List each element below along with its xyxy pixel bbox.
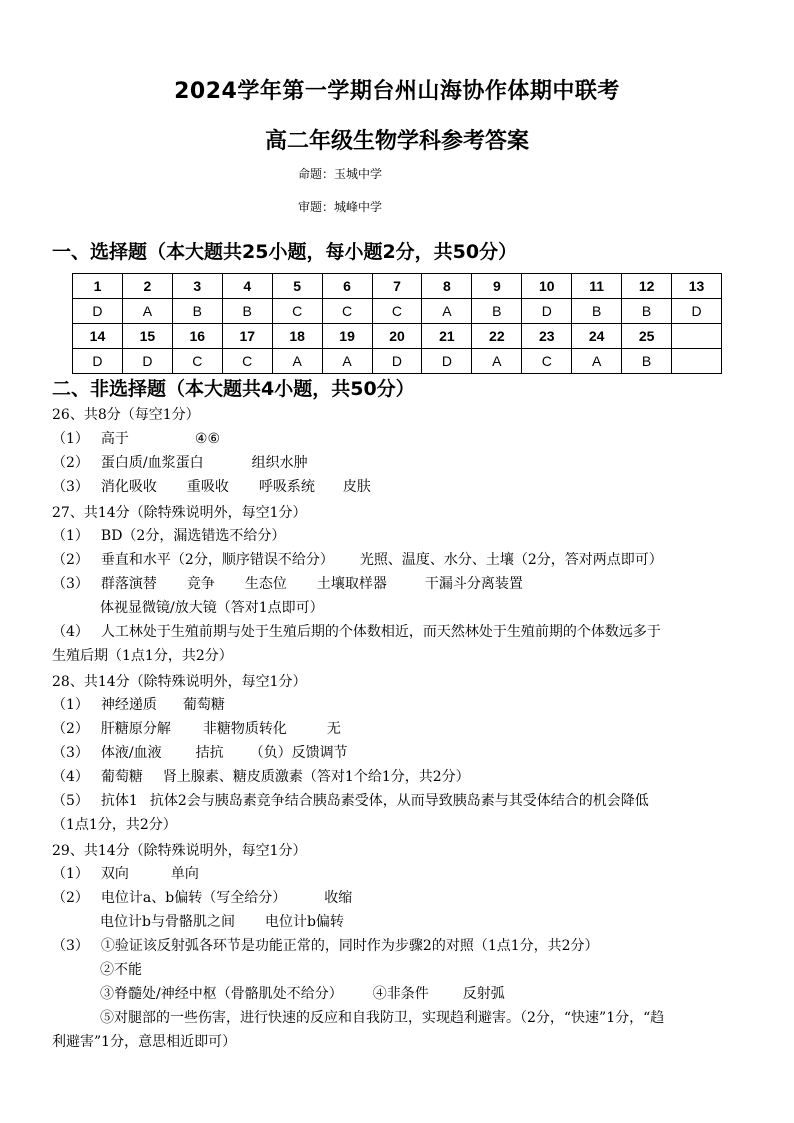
answer-cell xyxy=(672,349,722,374)
question-number: 17 xyxy=(222,324,272,349)
answer-cell: A xyxy=(422,299,472,324)
question-number: 5 xyxy=(272,274,322,299)
answer-text: 竞争 xyxy=(186,576,215,592)
q26-heading: 26、共8分（每空1分） xyxy=(52,407,200,423)
q27-answer-line xyxy=(52,549,663,569)
answer-number-row xyxy=(73,324,722,349)
q27-answer-line xyxy=(52,525,285,545)
question-number: 1 xyxy=(73,274,123,299)
answer-cell: B xyxy=(622,349,672,374)
sub-index: （2） xyxy=(52,455,89,471)
answer-table xyxy=(72,273,722,374)
question-number: 9 xyxy=(472,274,522,299)
answer-text: ④⑥ xyxy=(194,431,221,447)
answer-cell: A xyxy=(472,349,522,374)
q27-answer-line xyxy=(52,621,661,641)
sub-index: （5） xyxy=(52,793,89,809)
q29-answer-line xyxy=(52,863,199,883)
answer-text: 高于 xyxy=(100,431,129,447)
answer-text: 消化吸收 xyxy=(100,479,157,495)
question-number: 18 xyxy=(272,324,322,349)
answer-text: BD（2分，漏选错选不给分） xyxy=(100,528,286,544)
question-number: 3 xyxy=(172,274,222,299)
answer-text: 群落演替 xyxy=(100,576,157,592)
q26-answer-line xyxy=(52,428,220,448)
answer-cell: A xyxy=(572,349,622,374)
answer-text: 人工林处于生殖前期与处于生殖后期的个体数相近，而天然林处于生殖前期的个体数远多于 xyxy=(100,624,661,640)
answer-cell: C xyxy=(272,299,322,324)
answer-cell: C xyxy=(172,349,222,374)
answer-text: （负）反馈调节 xyxy=(249,745,348,761)
question-number: 8 xyxy=(422,274,472,299)
q29-answer-line: ⑤对腿部的一些伤害，进行快速的反应和自我防卫，实现趋利避害。（2分，“快速”1分，“趋 xyxy=(100,1010,665,1026)
sub-index: （1） xyxy=(52,866,89,882)
answer-text: 呼吸系统 xyxy=(258,479,315,495)
answer-text: ①验证该反射弧各环节是功能正常的，同时作为步骤2的对照（1点1分，共2分） xyxy=(100,938,599,954)
answer-text: 葡萄糖 xyxy=(100,769,143,785)
q27-answer-line: 生殖后期（1点1分，共2分） xyxy=(52,648,233,664)
answer-cell: B xyxy=(172,299,222,324)
answer-cell: B xyxy=(472,299,522,324)
question-number: 15 xyxy=(122,324,172,349)
answer-cell: D xyxy=(522,299,572,324)
answer-text: ④非条件 xyxy=(372,986,429,1002)
answer-cell: C xyxy=(522,349,572,374)
q29-answer-line xyxy=(100,911,344,931)
question-number: 19 xyxy=(322,324,372,349)
answer-text: 反射弧 xyxy=(462,986,505,1002)
q29-answer-line xyxy=(52,935,599,955)
question-number: 20 xyxy=(372,324,422,349)
author-note: 命题：玉城中学 xyxy=(298,167,383,181)
sub-index: （1） xyxy=(52,431,89,447)
q26-answer-line xyxy=(52,476,371,496)
answer-text: 皮肤 xyxy=(342,479,371,495)
q29-answer-line xyxy=(52,887,352,907)
answer-text: 电位计b偏转 xyxy=(264,914,344,930)
answer-cell: A xyxy=(322,349,372,374)
answer-text: 肝糖原分解 xyxy=(100,721,171,737)
q29-answer-line: ②不能 xyxy=(100,962,142,978)
answer-text: 蛋白质/血浆蛋白 xyxy=(100,455,204,471)
q28-answer-line xyxy=(52,766,470,786)
answer-letter-row xyxy=(73,299,722,324)
q28-heading: 28、共14分（除特殊说明外，每空1分） xyxy=(52,674,307,690)
q28-answer-line xyxy=(52,718,341,738)
answer-cell: B xyxy=(572,299,622,324)
answer-text: 单向 xyxy=(170,866,199,882)
question-number: 4 xyxy=(222,274,272,299)
answer-cell: B xyxy=(222,299,272,324)
q27-answer-line: 体视显微镜/放大镜（答对1点即可） xyxy=(100,600,324,616)
sub-index: （4） xyxy=(52,624,89,640)
answer-cell: D xyxy=(122,349,172,374)
question-number: 22 xyxy=(472,324,522,349)
q27-answer-line xyxy=(52,573,523,593)
question-number: 16 xyxy=(172,324,222,349)
question-number: 21 xyxy=(422,324,472,349)
question-number xyxy=(672,324,722,349)
question-number: 10 xyxy=(522,274,572,299)
answer-text: 抗体1 xyxy=(100,793,138,809)
sub-index: （3） xyxy=(52,938,89,954)
answer-text: 光照、温度、水分、土壤（2分，答对两点即可） xyxy=(359,552,663,568)
answer-text: 生态位 xyxy=(244,576,287,592)
answer-text: 组织水肿 xyxy=(251,455,308,471)
question-number: 2 xyxy=(122,274,172,299)
q29-answer-line: 利避害”1分，意思相近即可） xyxy=(52,1034,237,1050)
answer-cell: C xyxy=(222,349,272,374)
sub-index: （1） xyxy=(52,528,89,544)
section-nonchoice-heading: 二、非选择题（本大题共4小题，共50分） xyxy=(52,378,415,400)
q28-answer-line: （1点1分，共2分） xyxy=(52,817,177,833)
answer-cell: D xyxy=(672,299,722,324)
answer-text: 干漏斗分离装置 xyxy=(424,576,523,592)
answer-cell: D xyxy=(422,349,472,374)
page-title: 2024学年第一学期台州山海协作体期中联考 xyxy=(174,79,620,104)
answer-cell: B xyxy=(622,299,672,324)
answer-number-row xyxy=(73,274,722,299)
question-number: 14 xyxy=(73,324,123,349)
question-number: 25 xyxy=(622,324,672,349)
answer-text: 收缩 xyxy=(324,890,353,906)
question-number: 11 xyxy=(572,274,622,299)
answer-cell: C xyxy=(322,299,372,324)
sub-index: （1） xyxy=(52,697,89,713)
sub-index: （3） xyxy=(52,479,89,495)
question-number: 13 xyxy=(672,274,722,299)
question-number: 6 xyxy=(322,274,372,299)
sub-index: （3） xyxy=(52,745,89,761)
question-number: 24 xyxy=(572,324,622,349)
q28-answer-line xyxy=(52,742,348,762)
sub-index: （3） xyxy=(52,576,89,592)
sub-index: （2） xyxy=(52,552,89,568)
answer-text: 电位计b与骨骼肌之间 xyxy=(100,914,235,930)
answer-cell: A xyxy=(272,349,322,374)
answer-cell: A xyxy=(122,299,172,324)
answer-text: 葡萄糖 xyxy=(182,697,225,713)
answer-text: 拮抗 xyxy=(195,745,224,761)
answer-text: 重吸收 xyxy=(186,479,229,495)
reviewer-note: 审题：城峰中学 xyxy=(298,200,383,214)
answer-text: 电位计a、b偏转（写全给分） xyxy=(100,890,287,906)
sub-index: （2） xyxy=(52,890,89,906)
q28-answer-line xyxy=(52,694,225,714)
q29-heading: 29、共14分（除特殊说明外，每空1分） xyxy=(52,843,307,859)
answer-text: 肾上腺素、糖皮质激素（答对1个给1分，共2分） xyxy=(162,769,470,785)
answer-text: 无 xyxy=(326,721,341,737)
answer-text: 双向 xyxy=(100,866,129,882)
page-subtitle: 高二年级生物学科参考答案 xyxy=(264,129,529,154)
answer-letter-row xyxy=(73,349,722,374)
answer-text: 神经递质 xyxy=(100,697,157,713)
answer-text: 体液/血液 xyxy=(100,745,162,761)
sub-index: （4） xyxy=(52,769,89,785)
answer-text: 土壤取样器 xyxy=(316,576,387,592)
answer-text: 非糖物质转化 xyxy=(202,721,287,737)
q29-answer-line xyxy=(100,983,505,1003)
answer-cell: D xyxy=(73,349,123,374)
q27-heading: 27、共14分（除特殊说明外，每空1分） xyxy=(52,505,307,521)
question-number: 12 xyxy=(622,274,672,299)
answer-cell: D xyxy=(372,349,422,374)
answer-text: 抗体2会与胰岛素竞争结合胰岛素受体，从而导致胰岛素与其受体结合的机会降低 xyxy=(149,793,649,809)
section-choice-heading: 一、选择题（本大题共25小题，每小题2分，共50分） xyxy=(52,241,518,263)
question-number: 23 xyxy=(522,324,572,349)
question-number: 7 xyxy=(372,274,422,299)
answer-text: ③脊髓处/神经中枢（骨骼肌处不给分） xyxy=(100,986,343,1002)
answer-text: 垂直和水平（2分，顺序错误不给分） xyxy=(100,552,334,568)
answer-cell: D xyxy=(73,299,123,324)
q26-answer-line xyxy=(52,452,308,472)
answer-cell: C xyxy=(372,299,422,324)
sub-index: （2） xyxy=(52,721,89,737)
q28-answer-line xyxy=(52,790,649,810)
